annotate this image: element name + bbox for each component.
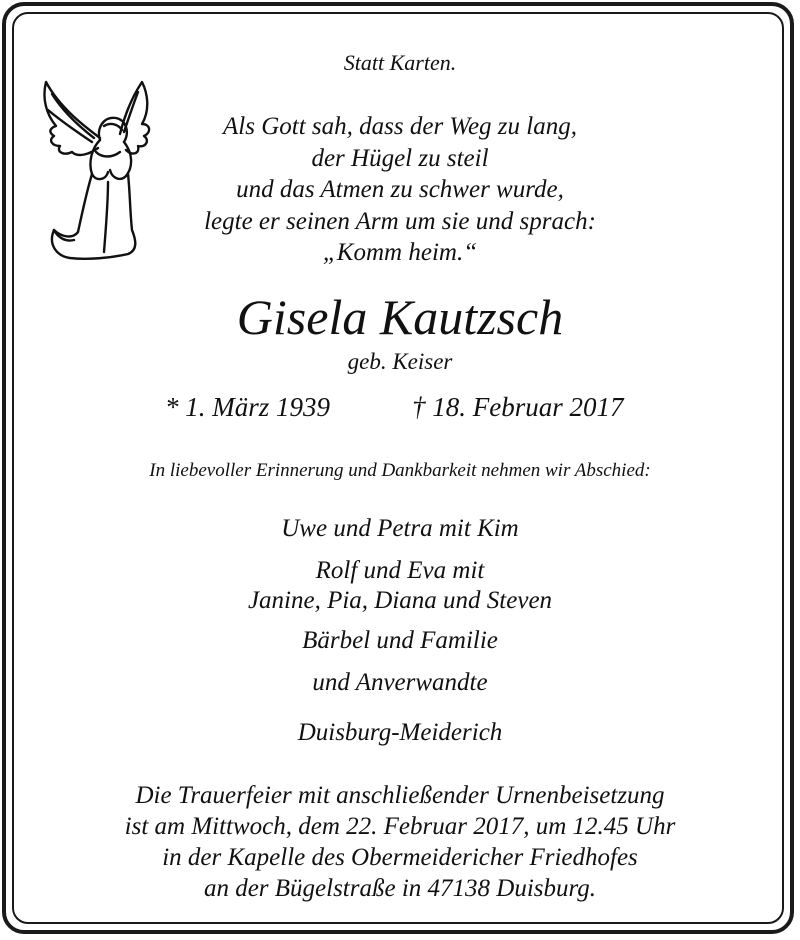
mourner-line: und Anverwandte (312, 669, 488, 696)
deceased-name: Gisela Kautzsch (236, 289, 564, 345)
funeral-line: Die Trauerfeier mit anschließender Urnenbeisetzung (135, 782, 665, 809)
funeral-line: an der Bügelstraße in 47138 Duisburg. (203, 875, 597, 902)
verse-line: legte er seinen Arm um sie und sprach: (204, 208, 596, 235)
place-text: Duisburg-Meiderich (297, 719, 503, 746)
death-date: † 18. Februar 2017 (412, 392, 624, 422)
mourner-line: Uwe und Petra mit Kim (281, 515, 519, 542)
birth-date: * 1. März 1939 (165, 392, 331, 422)
verse-line: „Komm heim.“ (322, 239, 478, 266)
verse-line: Als Gott sah, dass der Weg zu lang, (223, 113, 577, 140)
funeral-line: in der Kapelle des Obermeidericher Friedhofes (162, 844, 638, 871)
mourner-line: Rolf und Eva mit (315, 557, 485, 584)
birth-name: geb. Keiser (347, 349, 453, 374)
mourner-line: Bärbel und Familie (302, 627, 498, 654)
verse-line: der Hügel zu steil (311, 145, 489, 172)
farewell-text: In liebevoller Erinnerung und Dankbarkeit nehmen wir Abschied: (149, 460, 651, 481)
verse-line: und das Atmen zu schwer wurde, (236, 176, 564, 203)
funeral-line: ist am Mittwoch, dem 22. Februar 2017, um 12.45 Uhr (124, 813, 676, 840)
header-text: Statt Karten. (343, 50, 457, 75)
mourner-line: Janine, Pia, Diana und Steven (247, 587, 553, 614)
